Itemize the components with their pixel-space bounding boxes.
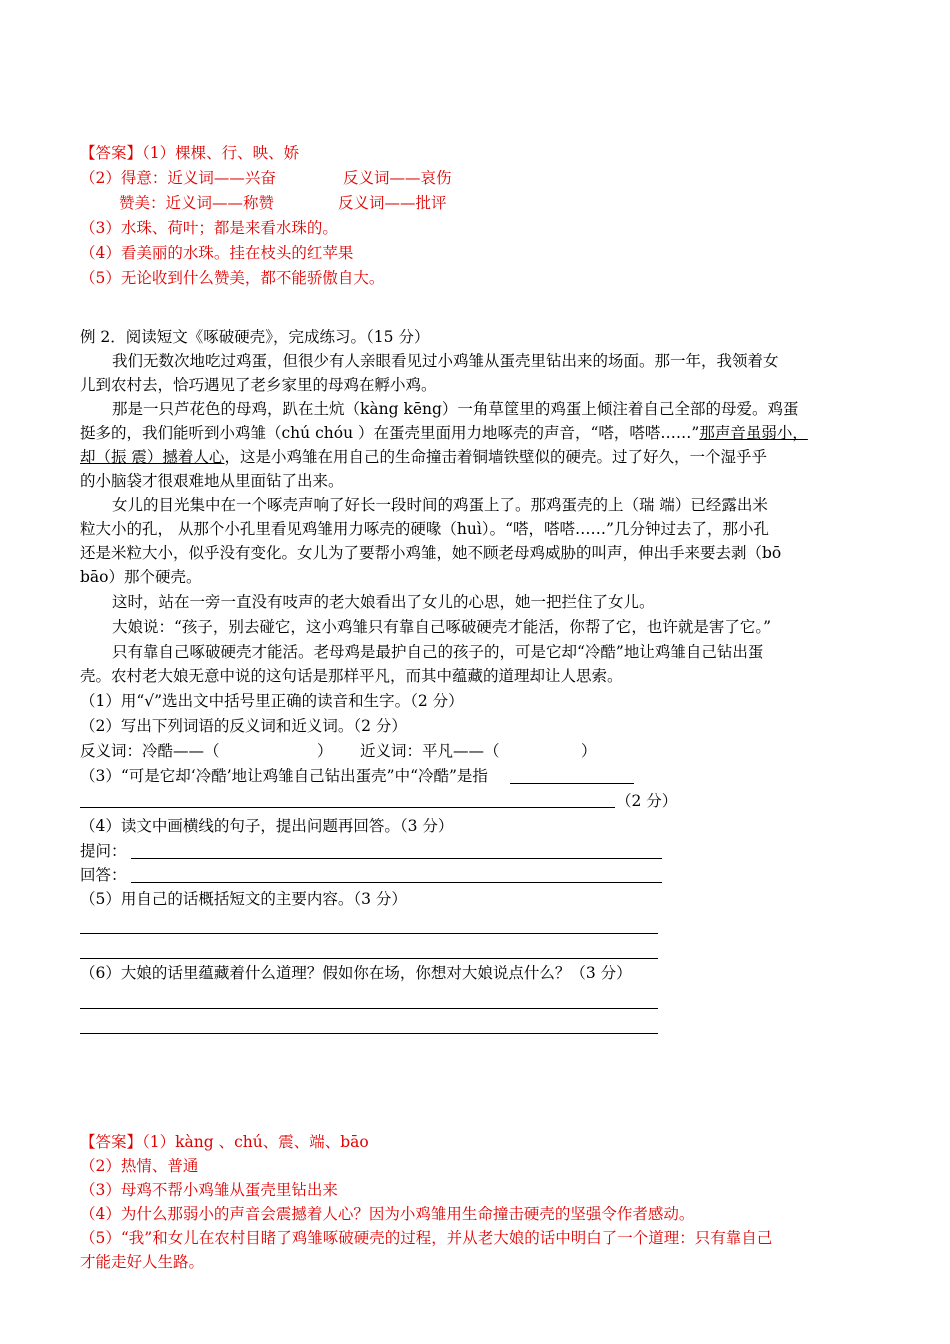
example-title: 例 2．阅读短文《啄破硬壳》，完成练习。（15 分） <box>80 328 430 346</box>
answer-line-q5a[interactable] <box>80 933 658 934</box>
passage-p2b-text: 挺多的，我们能听到小鸡雏（chú chóu ）在蛋壳里面用力地啄壳的声音，“嗒，嗒嗒……” <box>80 424 700 442</box>
passage-p1a: 我们无数次地吃过鸡蛋，但很少有人亲眼看见过小鸡雏从蛋壳里钻出来的场面。那一年，我领着女 <box>112 352 779 370</box>
answer1-line2b: 反义词——哀伤 <box>343 169 452 187</box>
question-2-antonym: 反义词：冷酷——（ <box>80 742 220 760</box>
answer1-line2: （2）得意：近义词——兴奋 <box>80 169 276 187</box>
passage-p3c: 还是米粒大小，似乎没有变化。女儿为了要帮小鸡雏，她不顾老母鸡威胁的叫声，伸出手来要去剥（bō <box>80 544 782 562</box>
answer-line-q4-ask[interactable] <box>131 858 662 859</box>
question-3: （3）“可是它却‘冷酷’地让鸡雏自己钻出蛋壳”中“冷酷”是指 <box>80 767 488 785</box>
question-1: （1）用“√”选出文中括号里正确的读音和生字。（2 分） <box>80 692 464 710</box>
question-6: （6）大娘的话里蕴藏着什么道理？假如你在场，你想对大娘说点什么？（3 分） <box>80 964 632 982</box>
question-2: （2）写出下列词语的反义词和近义词。（2 分） <box>80 717 407 735</box>
answer2-line4: （4）为什么那弱小的声音会震撼着人心？因为小鸡雏用生命撞击硬壳的坚强令作者感动。 <box>80 1205 695 1223</box>
passage-p6a: 只有靠自己啄破硬壳才能活。老母鸡是最护自己的孩子的，可是它却“冷酷”地让鸡雏自己钻出蛋 <box>112 643 764 661</box>
answer2-line2: （2）热情、普通 <box>80 1157 199 1175</box>
answer1-line3: 赞美：近义词——称赞 <box>119 194 275 212</box>
passage-p2c-text: ，这是小鸡雏在用自己的生命撞击着铜墙铁壁似的硬壳。过了好久，一个湿乎乎 <box>224 448 767 466</box>
question-2-synonym: 近义词：平凡——（ <box>360 742 500 760</box>
underlined-sentence-part1: 那声音虽弱小， <box>699 424 808 442</box>
answer-line-q3a[interactable] <box>510 783 634 784</box>
underlined-sentence-part2: 却（振 震）撼着人心 <box>80 448 225 466</box>
antonym-close-paren: ） <box>317 742 333 760</box>
passage-p2a: 那是一只芦花色的母鸡，趴在土炕（kàng kēng）一角草筐里的鸡蛋上倾注着自己全部的母爱。鸡蛋 <box>112 400 799 418</box>
synonym-close-paren: ） <box>581 742 597 760</box>
answer1-line7: （5）无论收到什么赞美，都不能骄傲自大。 <box>80 269 385 287</box>
passage-p6b: 壳。农村老大娘无意中说的这句话是那样平凡，而其中蕴藏的道理却让人思索。 <box>80 667 623 685</box>
answer2-line6: 才能走好人生路。 <box>80 1253 205 1271</box>
passage-p2b <box>80 422 808 444</box>
answer1-line3b: 反义词——批评 <box>338 194 447 212</box>
question-4-ask-label: 提问： <box>80 842 127 860</box>
question-4-answer-label: 回答： <box>80 866 127 884</box>
answer2-line3: （3）母鸡不帮小鸡雏从蛋壳里钻出来 <box>80 1181 338 1199</box>
answer2-head: 【答案】（1）kàng 、chú、震、端、bāo <box>80 1133 369 1151</box>
answer-line-q6a[interactable] <box>80 1008 658 1009</box>
passage-p3a: 女儿的目光集中在一个啄壳声响了好长一段时间的鸡蛋上了。那鸡蛋壳的上（瑞 端）已经露出米 <box>112 496 768 514</box>
passage-p2c <box>80 446 767 468</box>
passage-p4: 这时，站在一旁一直没有吱声的老大娘看出了女儿的心思，她一把拦住了女儿。 <box>112 593 655 611</box>
question-3-score: （2 分） <box>616 792 678 810</box>
answer1-line5: （3）水珠、荷叶；都是来看水珠的。 <box>80 219 338 237</box>
passage-p5: 大娘说：“孩子，别去碰它，这小鸡雏只有靠自己啄破硬壳才能活，你帮了它，也许就是害了它。” <box>112 618 772 636</box>
passage-p2d: 的小脑袋才很艰难地从里面钻了出来。 <box>80 472 344 490</box>
answer-line-q6b[interactable] <box>80 1033 658 1034</box>
answer-line-q4-answer[interactable] <box>131 882 662 883</box>
answer1-line6: （4）看美丽的水珠。挂在枝头的红苹果 <box>80 244 354 262</box>
passage-p3d: bāo）那个硬壳。 <box>80 568 202 586</box>
answer1-head: 【答案】（1）棵棵、行、映、娇 <box>80 144 300 162</box>
answer2-line5: （5）“我”和女儿在农村目睹了鸡雏啄破硬壳的过程，并从老大娘的话中明白了一个道理：只有靠自己 <box>80 1229 773 1247</box>
answer-line-q5b[interactable] <box>80 958 658 959</box>
question-4: （4）读文中画横线的句子，提出问题再回答。（3 分） <box>80 817 454 835</box>
answer-line-q3b[interactable] <box>80 807 615 808</box>
passage-p1b: 儿到农村去，恰巧遇见了老乡家里的母鸡在孵小鸡。 <box>80 376 437 394</box>
question-5: （5）用自己的话概括短文的主要内容。（3 分） <box>80 890 407 908</box>
passage-p3b: 粒大小的孔， 从那个小孔里看见鸡雏用力啄壳的硬喙（huì）。“嗒，嗒嗒……”几分钟过去了，那小孔 <box>80 520 769 538</box>
